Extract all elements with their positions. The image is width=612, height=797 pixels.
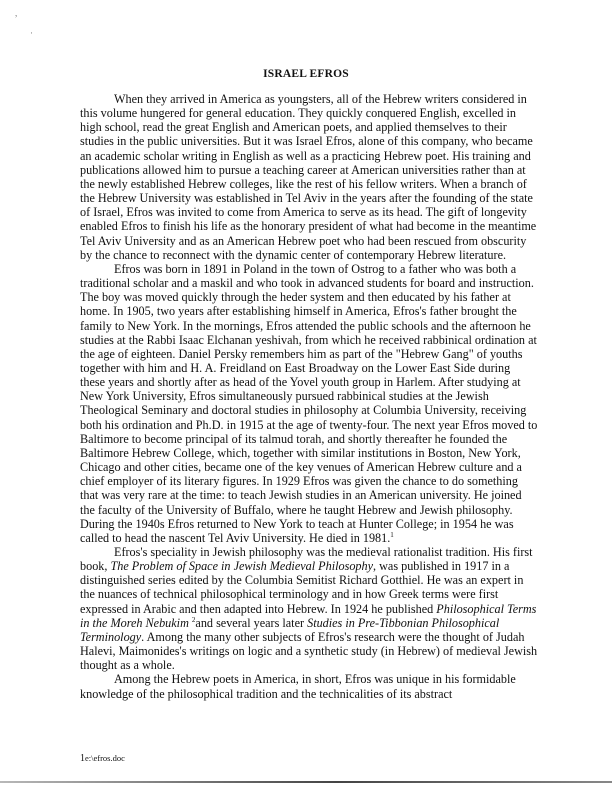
- paragraph-biography: [80, 262, 538, 545]
- footnote-number: 1: [80, 753, 85, 764]
- paragraph-philosophy: [80, 545, 538, 672]
- philosophy-text-1: Efros's speciality in Jewish philosophy was the medieval rationalist tradition. His first book,: [80, 545, 533, 574]
- document-body: [80, 92, 538, 701]
- footnote-ref-2: 2: [191, 615, 196, 624]
- paragraph-intro: When they arrived in America as youngsters, all of the Hebrew writers considered in this volume hungered for general education. They quickly conquered English, excelled in high school, read the great English and American poets, and applied themselves to their studies in the public universities. But it was Israel Efros, alone of this company, who became an academic scholar writing in English as well as a practicing Hebrew poet. His training and publications allowed him to pursue a teaching career at American universities rather than at the newly established Hebrew colleges, like the rest of his fellow writers. When a branch of the Hebrew University was established in Tel Aviv in the years after the founding of the state of Israel, Efros was invited to come from America to serve as its head. The gift of longevity enabled Efros to finish his life as the honorary president of what had become in the meantime Tel Aviv University and as an American Hebrew poet who had been rescued from obscurity by the chance to reconnect with the dynamic center of contemporary Hebrew literature.: [80, 92, 537, 262]
- scan-speck-mark: ·: [30, 28, 33, 38]
- philosophy-text-2: , was published in 1917 in a distinguished series edited by the Columbia Semitist Richard Gotthiel. He was an expert in the nuances of technical philosophical terminology and in how Greek terms were first expressed in Arabic and then adapted into Hebrew. In 1924 he published: [80, 559, 524, 616]
- footnote-file-path: e:\efros.doc: [85, 753, 125, 763]
- philosophy-text-3: and several years later: [195, 615, 308, 630]
- book-title-studies-pre-tibbonian: Studies in Pre-Tibbonian Philosophical Terminology: [80, 615, 500, 644]
- paragraph-closing: Among the Hebrew poets in America, in short, Efros was unique in his formidable knowledge of the philosophical tradition and the technicalities of its abstract: [80, 672, 516, 701]
- footnote: [80, 753, 125, 764]
- page-bottom-edge: [0, 781, 612, 783]
- philosophy-text-4: . Among the many other subjects of Efros's research were the thought of Judah Halevi, Maimonides's writings on logic and a synthetic study (in Hebrew) of medieval Jewish thought as a whole.: [80, 629, 538, 673]
- document-title: ISRAEL EFROS: [263, 68, 349, 80]
- footnote-ref-1: 1: [390, 530, 394, 539]
- book-title-problem-of-space: The Problem of Space in Jewish Medieval Philosophy: [110, 559, 374, 574]
- book-title-philosophical-terms: Philosophical Terms in the Moreh Nebukim: [80, 601, 537, 630]
- paragraph-biography-text: Efros was born in 1891 in Poland in the town of Ostrog to a father who was both a traditional scholar and a maskil and who took in advanced students for board and instruction. The boy was moved quickly through the heder system and then educated by his father at home. In 1905, two years after establishing himself in America, Efros's father brought the family to New York. In the mornings, Efros attended the public schools and the afternoon he studies at the Rabbi Isaac Elchanan yeshivah, from which he received rabbinical ordination at the age of eighteen. Daniel Persky remembers him as part of the "Hebrew Gang" of youths together with him and H. A. Freidland on East Broadway on the Lower East Side during these years and shortly after as head of the Yovel youth group in Harlem. After studying at New York University, Efros simultaneously pursued rabbinical studies at the Jewish Theological Seminary and doctoral studies in philosophy at Columbia University, receiving both his ordination and Ph.D. in 1915 at the age of twenty-four. The next year Efros moved to Baltimore to become principal of its talmud torah, and shortly thereafter he founded the Baltimore Hebrew College, which, together with similar institutions in Boston, New York, Chicago and other cities, became one of the key venues of American Hebrew culture and a chief employer of its literary figures. In 1929 Efros was given the chance to do something that was very rare at the time: to teach Jewish studies in an American university. He joined the faculty of the University of Buffalo, where he taught Hebrew and Jewish philosophy. During the 1940s Efros returned to New York to teach at Hunter College; in 1954 he was called to head the nascent Tel Aviv University. He died in 1981.: [80, 261, 538, 545]
- scan-speck-mark: ,: [15, 8, 18, 18]
